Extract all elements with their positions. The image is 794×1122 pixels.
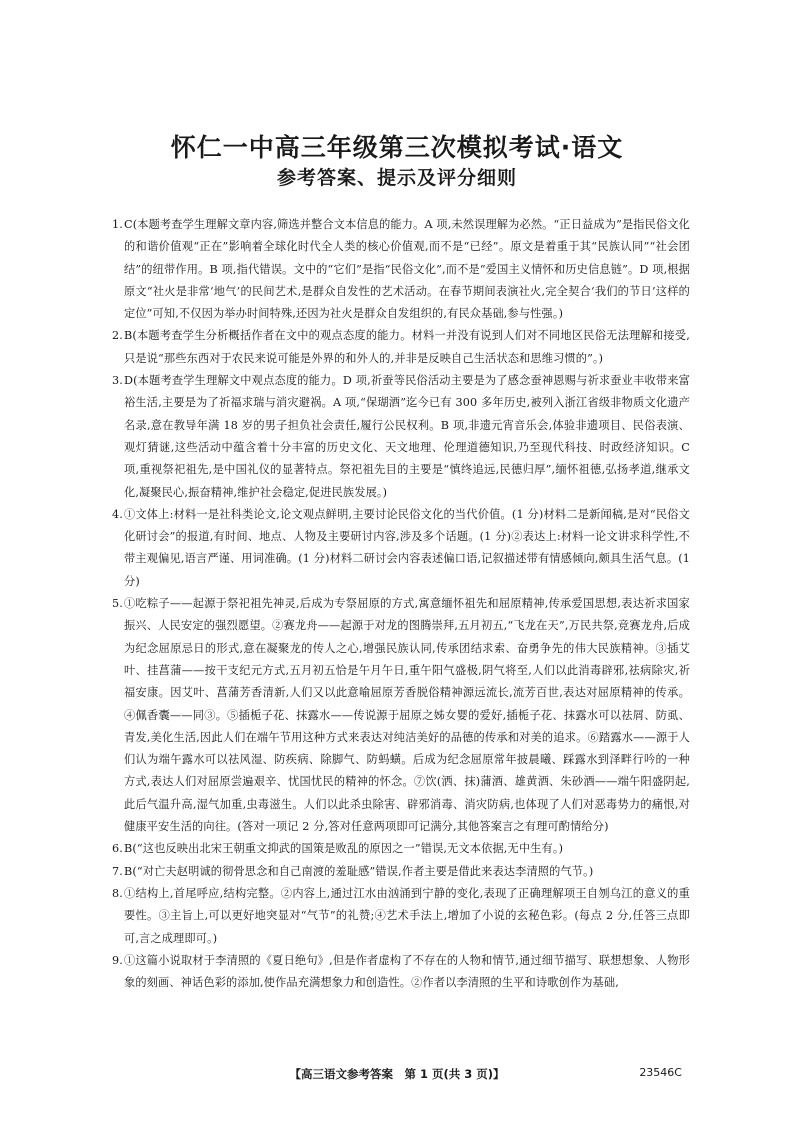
answer-item-3 — [112, 370, 690, 504]
page-subtitle: 参考答案、提示及评分细则 — [276, 167, 517, 189]
answer-text: ①文体上:材料一是社科类论文,论文观点鲜明,主要讨论民俗文化的当代价值。(1 分)材料二是新闻稿,是对“民俗文化研讨会”的报道,有时间、地点、人物及主要研讨内容,涉及多个话题。(1 分)②表达上:材料一论文讲求科学性,不带主观偏见,语言严谨、用词准确。(1 分)材料二研讨会内容表述偏口语,记叙描述带有情感倾向,颇具生活气息。(1 分) — [124, 507, 690, 588]
answer-list — [112, 214, 690, 994]
answer-item-2 — [112, 325, 690, 370]
answer-number: 9. — [112, 953, 123, 967]
answer-number: 4. — [112, 507, 123, 521]
answer-text: ①这篇小说取材于李清照的《夏日绝句》,但是作者虚构了不存在的人物和情节,通过细节描写、联想想象、人物形象的刻画、神话色彩的添加,使作品充满想象力和创造性。②作者以李清照的生平和诗歌创作为基础, — [124, 953, 690, 990]
answer-text: B(“这也反映出北宋王朝重文抑武的国策是败乱的原因之一”错误,无文本依据,无中生有。) — [124, 842, 564, 856]
footer-exam-code: 23546C — [639, 1066, 682, 1079]
answer-item-9 — [112, 950, 690, 995]
answer-item-4 — [112, 504, 690, 593]
answer-item-1 — [112, 214, 690, 325]
page-title: 怀仁一中高三年级第三次模拟考试·语文 — [170, 133, 624, 162]
answer-number: 7. — [112, 864, 123, 878]
answer-item-7 — [112, 861, 690, 883]
answer-number: 8. — [112, 886, 123, 900]
answer-text: B(本题考查学生分析概括作者在文中的观点态度的能力。材料一并没有说到人们对不同地区民俗无法理解和接受,只是说“那些东西对于农民来说可能是外界的和外人的,并非是反映自己生活状态和思维习惯的”。) — [124, 329, 690, 365]
answer-text: B(“对亡夫赵明诚的彻骨思念和自己南渡的羞耻感”错误,作者主要是借此来表达李清照的气节。) — [124, 864, 594, 878]
answer-item-5 — [112, 593, 690, 838]
answer-text: D(本题考查学生理解文中观点态度的能力。D 项,祈蚕等民俗活动主要是为了感念蚕神恩赐与祈求蚕业丰收带来富裕生活,主要是为了祈福求瑞与消灾避祸。A 项,“保瑚酒”迄今已有 300 多年历史,被列入浙江省级非物质文化遗产名录,意在教导年满 18 岁的男子担负社会责任,履行公民权利。B 项,非遗元宵音乐会,体验非遗项目、民俗表演、观灯猜谜,这些活动中蕴含着十分丰富的历史文化、天文地理、伦理道德知识,乃至现代科技、时政经济知识。C 项,重视祭祀祖先,是中国礼仪的显著特点。祭祀祖先目的主要是“慎终追远,民德归厚”,缅怀祖德,弘扬孝道,继承文化,凝聚民心,振奋精神,维护社会稳定,促进民族发展。) — [124, 374, 690, 499]
answer-number: 3. — [112, 374, 123, 388]
answer-number: 2. — [112, 329, 123, 343]
answer-text: ①吃粽子——起源于祭祀祖先神灵,后成为专祭屈原的方式,寓意缅怀祖先和屈原精神,传承爱国思想,表达祈求国家振兴、人民安定的强烈愿望。②赛龙舟——起源于对龙的图腾崇拜,五月初五,“飞龙在天”,万民共祭,竞赛龙舟,后成为纪念屈原忌日的形式,意在凝聚龙的传人之心,增强民族认同,传承团结求索、奋勇争先的伟大民族精神。③插艾叶、挂菖蒲——按干支纪元方式,五月初五恰是午月午日,重午阳气盛极,阴气将至,人们以此消毒辟邪,祛病除灾,祈福安康。因艾叶、菖蒲芳香清新,人们又以此意喻屈原芳香脱俗精神源远流长,流芳百世,表达对屈原精神的传承。④佩香囊——同③。⑤插栀子花、抹露水——传说源于屈原之姊女婴的爱好,插栀子花、抹露水可以祛屑、防虱、青发,美化生活,因此人们在端午节用这种方式来表达对纯洁美好的品德的传承和对美的追求。⑥踏露水——源于人们认为端午露水可以祛风湿、防疾病、除脚气、防蚂蟥。后成为纪念屈原常年披晨曦、踩露水到泽畔行吟的一种方式,表达人们对屈原尝遍艰辛、忧国忧民的精神的怀念。⑦饮(洒、抹)蒲酒、雄黄酒、朱砂酒——端午阳盛阴起,此后气温升高,湿气加重,虫毒滋生。人们以此杀虫除害、辟邪消毒、消灾防病,也体现了人们对恶毒势力的痛恨,对健康平安生活的向往。(答对一项记 2 分,答对任意两项即可记满分,其他答案言之有理可酌情给分) — [124, 597, 690, 834]
answer-number: 5. — [112, 597, 123, 611]
answer-number: 1. — [112, 218, 123, 231]
answer-item-8 — [112, 883, 690, 950]
answer-text: C(本题考查学生理解文章内容,筛选并整合文本信息的能力。A 项,未然误理解为必然。“正日益成为”是指民俗文化的和谐价值观“正在”影响着全球化时代全人类的核心价值观,而不是“已经”。原文是着重于其“民族认同”“社会团结”的纽带作用。B 项,指代错误。文中的“它们”是指“民俗文化”,而不是“爱国主义情怀和历史信息链”。D 项,根据原文“社火是非常‘地气’的民间艺术,是群众自发性的艺术活动。在春节期间表演社火,完全契合‘我们的节日’这样的定位”可知,不仅因为举办时间特殊,还因为社火是群众自发组织的,有民众基础,参与性强。) — [124, 218, 690, 321]
answer-number: 6. — [112, 842, 123, 856]
footer-page-label: 【高三语文参考答案 第 1 页(共 3 页)】 — [289, 1067, 505, 1081]
answer-item-6 — [112, 838, 690, 860]
answer-text: ①结构上,首尾呼应,结构完整。②内容上,通过江水由汹涌到宁静的变化,表现了正确理解项王自刎乌江的意义的重要性。③主旨上,可以更好地突显对“气节”的礼赞;④艺术手法上,增加了小说的玄秘色彩。(每点 2 分,任答三点即可,言之成理即可。) — [124, 886, 690, 945]
